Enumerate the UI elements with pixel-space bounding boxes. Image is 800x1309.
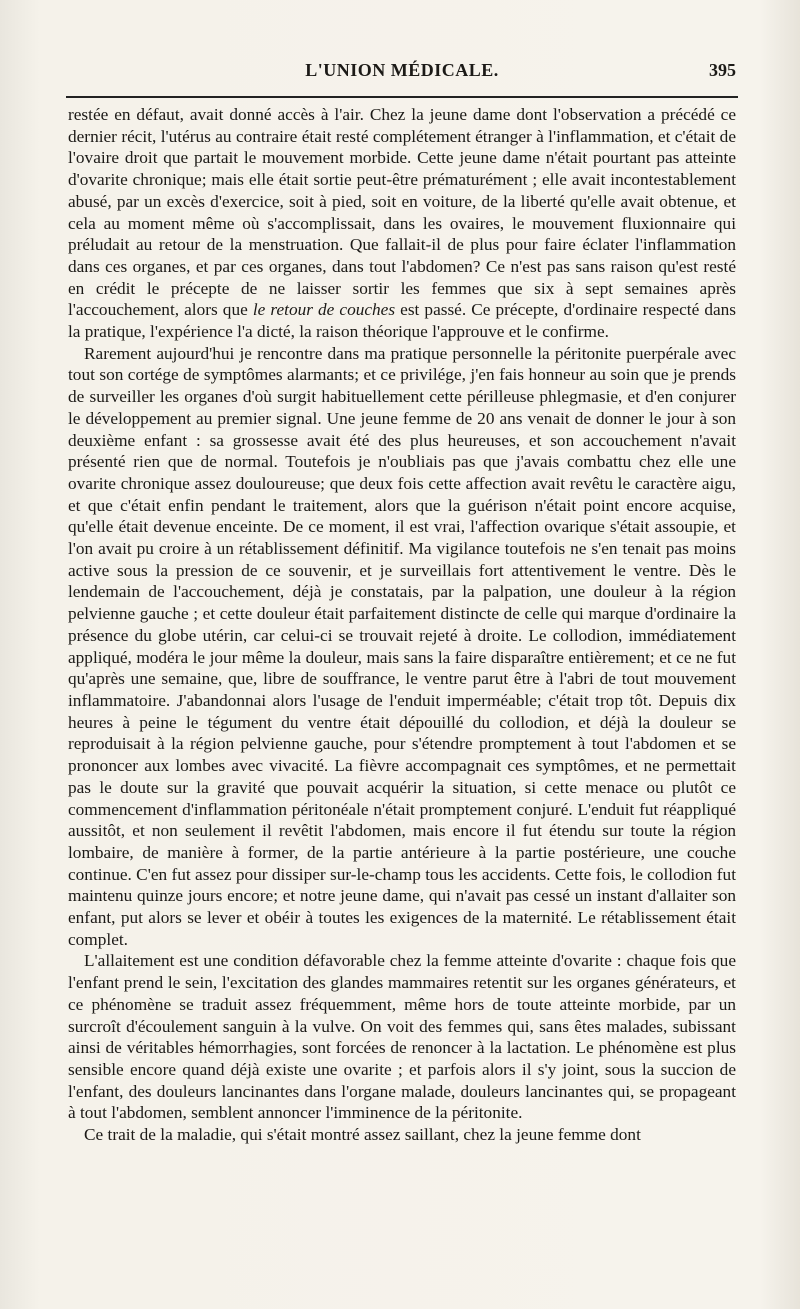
paragraph-continued: Ce trait de la maladie, qui s'était montré assez saillant, chez la jeune femme dont bbox=[84, 1125, 641, 1145]
page-header bbox=[68, 60, 736, 90]
header-rule bbox=[66, 96, 738, 98]
italic-phrase: le retour de couches bbox=[252, 300, 396, 320]
page-number: 395 bbox=[709, 60, 736, 80]
article-body bbox=[68, 104, 736, 1146]
paragraph-lactation: L'allaitement est une condition défavorable chez la femme atteinte d'ovarite : chaque fois que l'enfant prend le sein, l'excitation des glandes mammaires retentit sur les organes générateurs, et ce phénomène se traduit assez fréquemment, même hors de toute atteinte morbide, par un surcroît d'écoulement sanguin à la vulve. On voit des femmes qui, sans êtes malades, subissant ainsi de véritables hémorrhagies, sont forcées de renoncer à la lactation. Le phénomène est plus sensible encore quand déjà existe une ovarite ; et parfois alors il s'y joint, sous la succion de l'enfant, des douleurs lancinantes dans l'organe malade, douleurs lancinantes qui, se propageant à tout l'abdomen, semblent annoncer l'imminence de la péritonite. bbox=[68, 951, 736, 1123]
paragraph-continuation bbox=[68, 104, 736, 343]
running-title: L'UNION MÉDICALE. bbox=[305, 60, 499, 80]
paragraph-text-part: restée en défaut, avait donné accès à l'air. Chez la jeune dame dont l'observation a précédé ce dernier récit, l'utérus au contraire était resté complétement étranger à l'inflammation, et c'était de l'ovaire droit que partait le mouvement morbide. Cette jeune dame n'était pourtant pas atteinte d'ovarite chronique; mais elle était sortie peut-être prématurément ; elle avait incontestablement abusé, par un excès d'exercice, soit à pied, soit en voiture, de la liberté qu'elle avait obtenue, et cela au moment même où s'accomplissait, dans les ovaires, le mouvement fluxionnaire qui préludait au retour de la menstruation. Que fallait-il de plus pour faire éclater l'inflammation dans ces organes, et par ces organes, dans tout l'abdomen? Ce n'est pas sans raison qu'est resté en crédit le précepte de ne laisser sortir les femmes que six à sept semaines après l'accouchement, alors que bbox=[68, 105, 736, 320]
paragraph-text-part: est passé. Ce précepte, d'ordinaire respecté dans la pratique, l'expérience l'a dicté, la raison théorique l'approuve et le confirme. bbox=[68, 300, 736, 342]
paragraph-case-report: Rarement aujourd'hui je rencontre dans ma pratique personnelle la péritonite puerpérale avec tout son cortége de symptômes alarmants; et ce privilége, j'en fais honneur au soin que je prends de surveiller les organes d'où surgit habituellement cette périlleuse phlegmasie, et d'en conjurer le développement au premier signal. Une jeune femme de 20 ans venait de donner le jour à son deuxième enfant : sa grossesse avait été des plus heureuses, et son accouchement n'avait présenté rien que de normal. Toutefois je n'oubliais pas que j'avais combattu chez elle une ovarite chronique assez douloureuse; que deux fois cette affection avait revêtu le caractère aigu, et que c'était enfin pendant le traitement, alors que la guérison n'était point encore acquise, qu'elle était devenue enceinte. De ce moment, il est vrai, l'affection ovarique s'était assoupie, et l'on avait pu croire à un rétablissement définitif. Ma vigilance toutefois ne s'en tenait pas moins active sous la pression de ce souvenir, et je surveillais fort attentivement le ventre. Dès le lendemain de l'accouchement, déjà je constatais, par la palpation, une douleur à la région pelvienne gauche ; et cette douleur était parfaitement distincte de celle qui marque d'ordinaire la présence du globe utérin, car celui-ci se trouvait rejeté à droite. Le collodion, immédiatement appliqué, modéra le jour même la douleur, mais sans la faire disparaître entièrement; et ce ne fut qu'après une semaine, que, libre de souffrance, le ventre parut être à l'abri de tout mouvement inflammatoire. J'abandonnai alors l'usage de l'enduit imperméable; c'était trop tôt. Depuis dix heures à peine le tégument du ventre était dépouillé du collodion, et déjà la douleur se reproduisait à la région pelvienne gauche, pour s'étendre promptement à tout l'abdomen et se prononcer aux lombes avec vivacité. La fièvre accompagnait ces symptômes, et ne permettait pas le doute sur la gravité que pouvait acquérir la situation, si cette menace ou plutôt ce commencement d'inflammation péritonéale n'était promptement conjuré. L'enduit fut réappliqué aussitôt, et non seulement il revêtit l'abdomen, mais encore il fut étendu sur toute la région lombaire, de manière à former, de la partie antérieure à la partie postérieure, une couche continue. C'en fut assez pour dissiper sur-le-champ tous les accidents. Cette fois, le collodion fut maintenu quinze jours encore; et notre jeune dame, qui n'avait pas cessé un instant d'allaiter son enfant, put alors se lever et obéir à toutes les exigences de la maternité. Le rétablissement était complet. bbox=[68, 343, 736, 949]
